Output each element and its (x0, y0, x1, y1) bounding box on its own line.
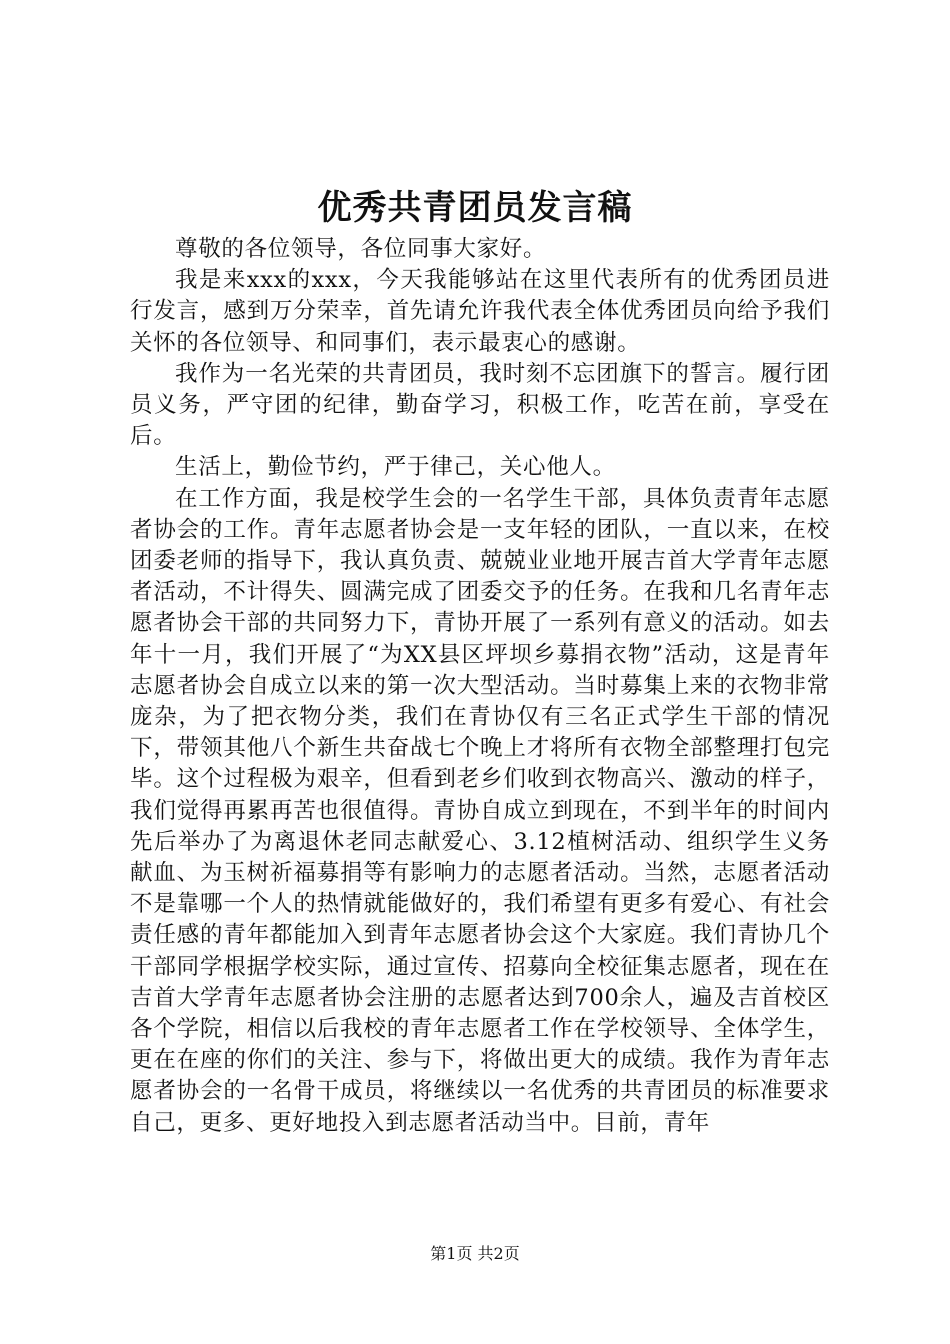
paragraph-greeting: 尊敬的各位领导，各位同事大家好。 (175, 236, 547, 262)
document-title: 优秀共青团员发言稿 (317, 188, 633, 228)
paragraph-oath: 我作为一名光荣的共青团员，我时刻不忘团旗下的誓言。履行团员义务，严守团的纪律，勤奋学习，积极工作，吃苦在前，享受在后。 (130, 360, 830, 450)
paragraph-life: 生活上，勤俭节约，严于律己，关心他人。 (175, 454, 616, 481)
page-number-footer: 第1页 共2页 (430, 1244, 520, 1263)
document-body (130, 234, 830, 1139)
paragraph-work: 在工作方面，我是校学生会的一名学生干部，具体负责青年志愿者协会的工作。青年志愿者协会是一支年轻的团队，一直以来，在校团委老师的指导下，我认真负责、兢兢业业地开展吉首大学青年志愿者活动，不计得失、圆满完成了团委交予的任务。在我和几名青年志愿者协会干部的共同努力下，青协开展了一系列有意义的活动。如去年十一月，我们开展了“为XX县区坪坝乡募捐衣物”活动，这是青年志愿者协会自成立以来的第一次大型活动。当时募集上来的衣物非常庞杂，为了把衣物分类，我们在青协仅有三名正式学生干部的情况下，带领其他八个新生共奋战七个晚上才将所有衣物全部整理打包完毕。这个过程极为艰辛，但看到老乡们收到衣物高兴、激动的样子，我们觉得再累再苦也很值得。青协自成立到现在，不到半年的时间内先后举办了为离退休老同志献爱心、3.12植树活动、组织学生义务献血、为玉树祈福募捐等有影响力的志愿者活动。当然，志愿者活动不是靠哪一个人的热情就能做好的，我们希望有更多有爱心、有社会责任感的青年都能加入到青年志愿者协会这个大家庭。我们青协几个干部同学根据学校实际，通过宣传、招募向全校征集志愿者，现在在吉首大学青年志愿者协会注册的志愿者达到700余人，遍及吉首校区各个学院，相信以后我校的青年志愿者工作在学校领导、全体学生，更在在座的你们的关注、参与下，将做出更大的成绩。我作为青年志愿者协会的一名骨干成员，将继续以一名优秀的共青团员的标准要求自己，更多、更好地投入到志愿者活动当中。目前，青年 (130, 485, 830, 1136)
paragraph-introduction: 我是来xxx的xxx，今天我能够站在这里代表所有的优秀团员进行发言，感到万分荣幸，首先请允许我代表全体优秀团员向给予我们关怀的各位领导、和同事们，表示最衷心的感谢。 (130, 267, 830, 356)
